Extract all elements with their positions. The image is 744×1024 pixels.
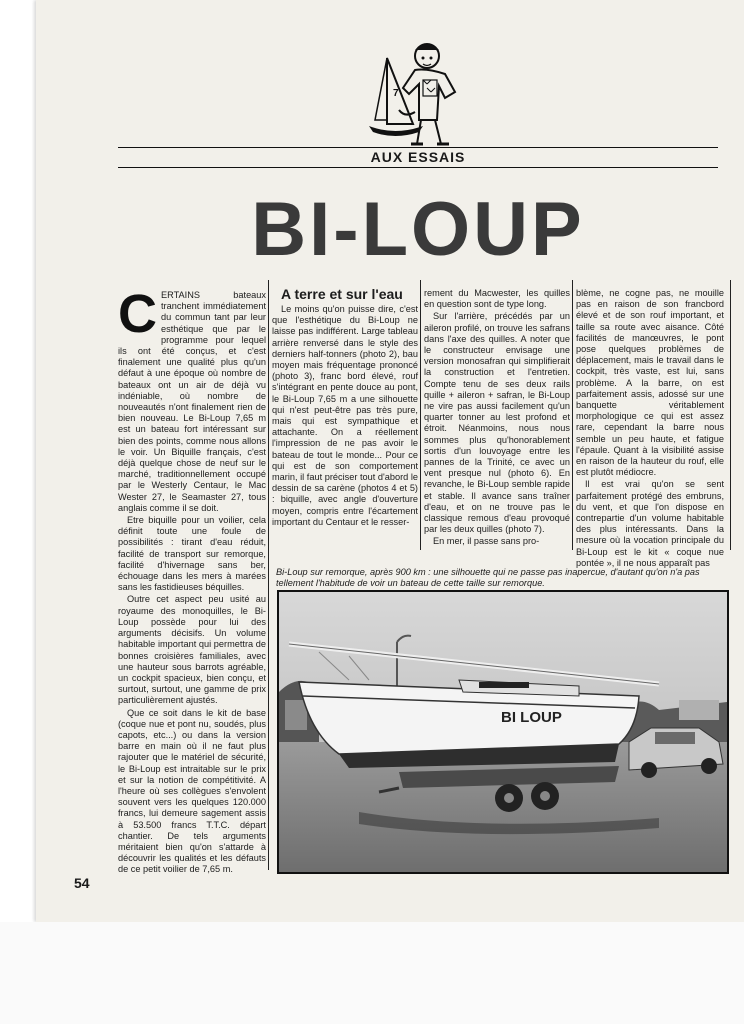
paragraph: blème, ne cogne pas, ne mouille pas en raison de son francbord élevé et de son rouf important, et taille sa route avec aisance. Côté facilités de manœuvres, le pont pose quelques problèmes de déplacement, mais le travail dans le cockpit, très vaste, est lui, sans problème. A la barre, on est parfaitement assis, adossé sur une banquette véritablement morphologique ce qui est assez rare, cependant la barre nous semble un peu haute, et fatigue l'épaule. Quant à la visibilité assise en raison de la hauteur du rouf, elle est plutôt médiocre. xyxy=(576,288,724,478)
paragraph: rement du Macwester, les quilles en question sont de type long. xyxy=(424,288,570,310)
article-subhead: A terre et sur l'eau xyxy=(281,286,403,302)
sailor-boat-logo xyxy=(365,40,475,148)
section-rule-bottom xyxy=(118,167,718,168)
article-column-2 xyxy=(272,286,418,529)
photo-caption: Bi-Loup sur remorque, après 900 km : une silhouette qui ne passe pas inapercue, d'autant qu'on n'a pas tellement l'habitude de voir un bateau de cette taille sur remorque. xyxy=(276,567,700,589)
paragraph: Que ce soit dans le kit de base (coque nue et pont nu, soudés, plus capots, etc...) ou dans la version barre en main où il ne faut plus rajouter que le matériel de sécurité, le Bi-Loup est intraitable sur le prix et sur la notion de compétitivité. A l'heure où ses collègues s'envolent souvent vers les quelques 120.000 francs, lui demeure sagement assis à 53.500 francs T.T.C. départ chantier. De tels arguments méritaient bien qu'on s'attarde à découvrir les qualités et les défauts de ce petit voilier de 7,65 m. xyxy=(118,707,266,875)
paragraph: CERTAINS bateaux tranchent immédiatement du commun tant par leur esthétique que par le programme pour lequel ils ont été conçus, et c'est finalement une qualité plus qu'un défaut à une époque où nombre de bateaux ont un air de déjà vu indéniable, où nombre de nouveautés n'ont finalement rien de bien nouveau. Le Bi-Loup 7,65 m est un bateau fort intéressant sur bien des points, comme nous allons le voir. Un Biquille français, c'est déjà quelque chose de neuf sur le marché, traditionnellement occupé par le Westerly Centaur, le Mac Wester 27, le Seamaster 27, tous anglais comme il se doit. xyxy=(118,284,266,513)
article-column-3 xyxy=(424,288,570,549)
column-divider xyxy=(572,280,573,550)
svg-text:7: 7 xyxy=(393,88,399,99)
hull-name: BI LOUP xyxy=(501,709,562,726)
paragraph: Etre biquille pour un voilier, cela définit toute une foule de possibilités : tirant d'eau réduit, facilité de transport sur remorque, facilité d'hivernage sans ber, échouage dans les mers à marées sans les fastidieuses béquilles. xyxy=(118,515,266,593)
page-number: 54 xyxy=(74,875,90,891)
paragraph: Il est vrai qu'on se sent parfaitement protégé des embruns, du vent, et que l'on dispose en contrepartie d'un volume habitable des plus intéressants. Dans la mesure où la vocation principale du Bi-Loup est le kit « coque nue pontée », il ne nous apparaît pas xyxy=(576,479,724,568)
column-divider xyxy=(420,280,421,550)
boat-on-trailer-image xyxy=(279,592,727,872)
article-column-4 xyxy=(576,288,724,570)
paragraph: Sur l'arrière, précédés par un aileron profilé, on trouve les safrans dans l'axe des quilles. A noter que le constructeur envisage une version monosafran qui simplifierait la construction et l'entretien. Compte tenu de ses deux rails quille + aileron + safran, le Bi-Loup ne vire pas aussi facilement qu'un quarter tonner au lest profond et étroit. Néanmoins, nous nous sommes plus qu'honorablement sortis d'un louvoyage entre les pannes de la Trinité, ce avec un vent presque nul (photo 6). En revanche, le Bi-Loup semble rapide et stable. Il avance sans traîner d'eau, et on ne trouve pas le classique remous d'eau provoqué par les deux quilles (photo 7). xyxy=(424,311,570,535)
column-divider xyxy=(268,280,269,870)
article-column-1 xyxy=(118,284,266,877)
column-divider xyxy=(730,280,731,550)
drop-cap: C xyxy=(118,284,157,344)
boat-photo xyxy=(277,590,729,874)
scan-background xyxy=(0,922,744,1024)
article-headline: BI-LOUP xyxy=(251,187,585,272)
section-rule-top xyxy=(118,147,718,148)
section-label: AUX ESSAIS xyxy=(370,149,466,165)
paragraph: Le moins qu'on puisse dire, c'est que l'esthétique du Bi-Loup ne laisse pas indifférent. Large tableau arrière renversé dans le style des derniers half-tonners (photo 2), bau moyen mais fréquentage prononcé (photo 3), franc bord élevé, rouf s'intégrant en pente douce au pont, le Bi-Loup 7,65 m a une silhouette qui n'est peut-être pas très pure, mais qui est sympathique et attachante. On a réellement l'impression de ne pas avoir le bateau de tout le monde... Pour ce qui est de son comportement marin, il faut préciser tout d'abord le dessin de sa carène (photos 4 et 5) : biquille, avec angle d'ouverture moyen, compris entre l'écartement important du Centaur et le resser- xyxy=(272,304,418,527)
paragraph: En mer, il passe sans pro- xyxy=(433,536,540,547)
paragraph: Outre cet aspect peu usité au royaume des monoquilles, le Bi-Loup possède pour lui des arguments décisifs. Un volume habitable important qui permettra de bonnes croisières familiales, avec une hauteur sous barrots agréable, un cockpit spacieux, bien conçu, et surtout, surtout, une gamme de prix particulièrement ajustés. xyxy=(118,594,266,706)
